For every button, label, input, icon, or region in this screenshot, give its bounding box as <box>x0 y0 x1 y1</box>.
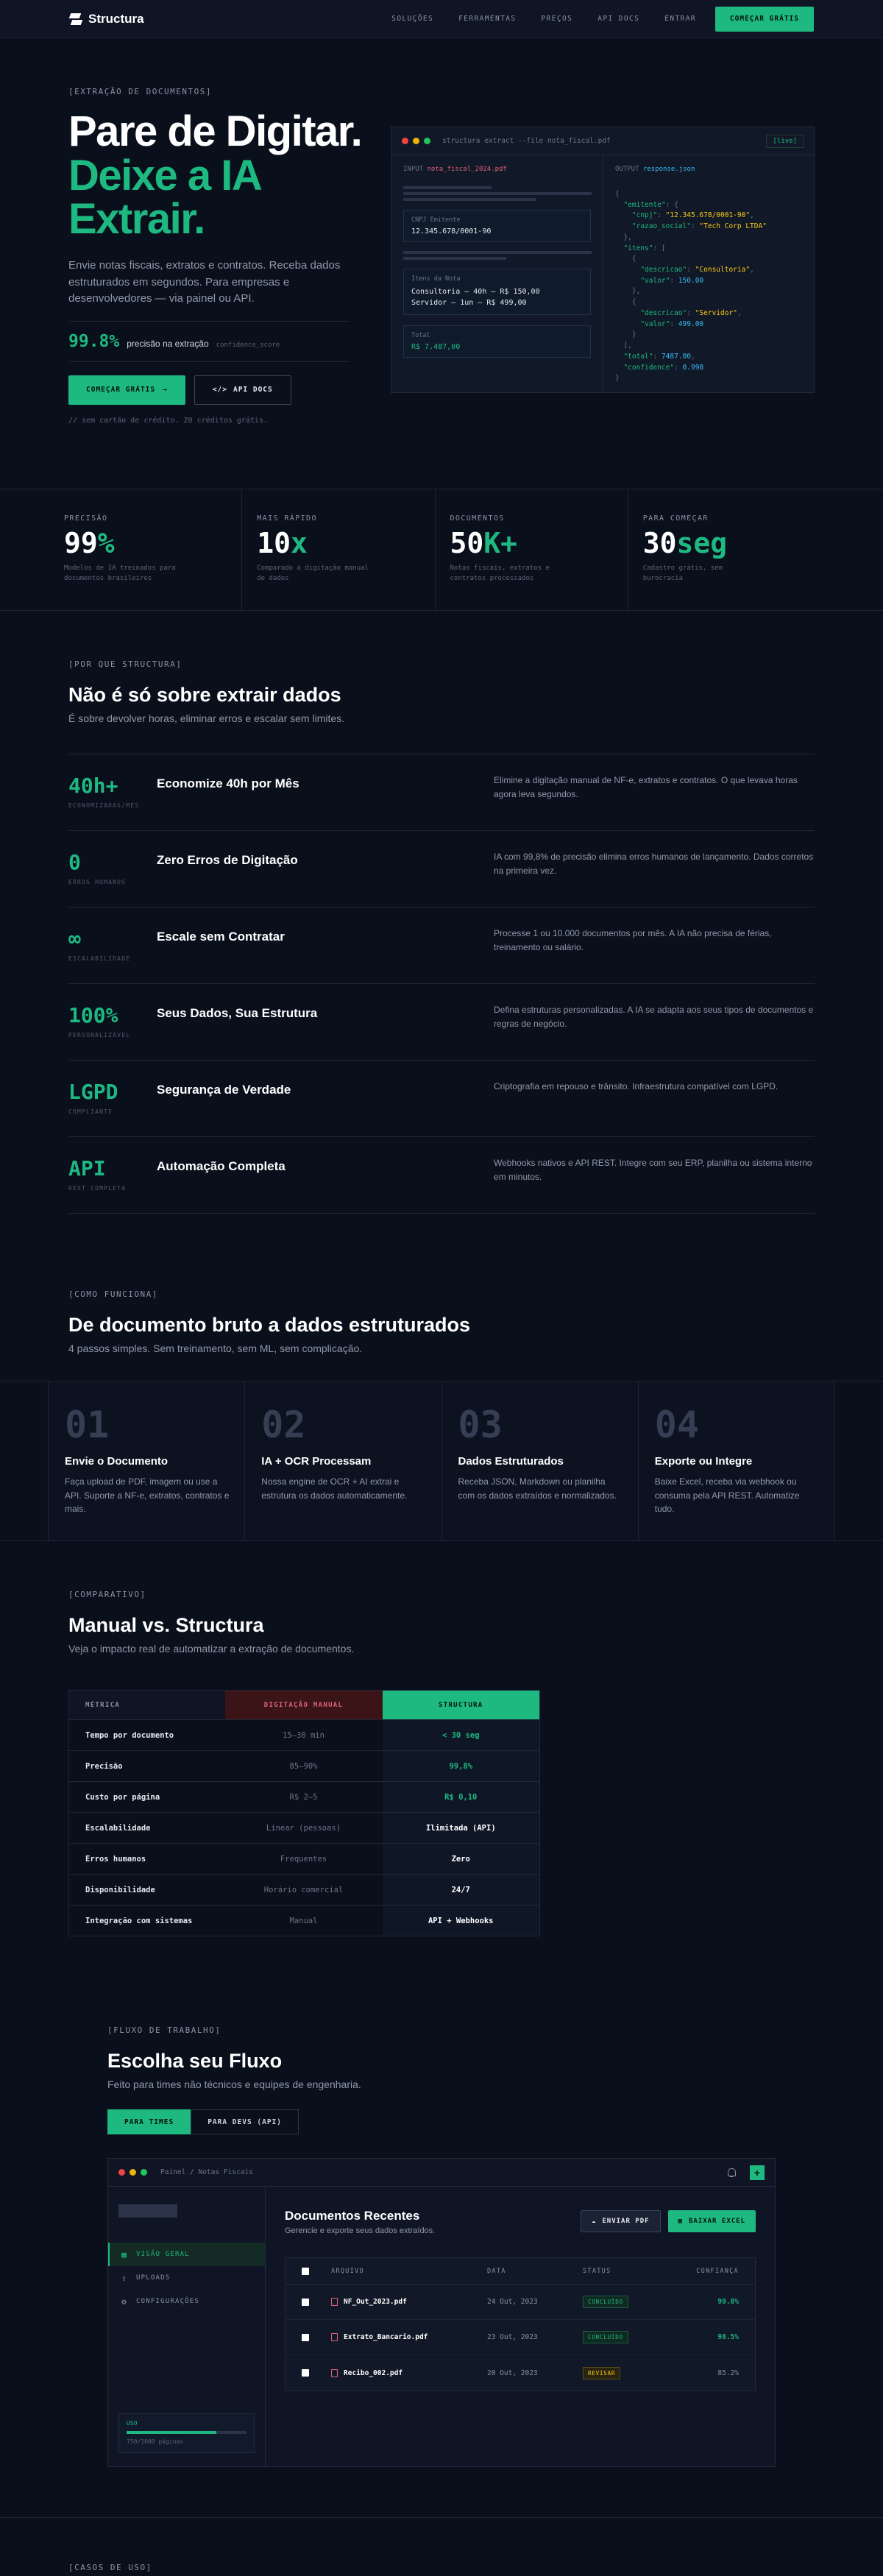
how-subtitle: 4 passos simples. Sem treinamento, sem ML, sem complicação. <box>68 1342 363 1354</box>
field-total: Total R$ 7.487,00 <box>403 325 591 358</box>
compare-section <box>68 1590 815 1936</box>
benefit-stat: 100% PERSONALIZÁVEL <box>68 1003 157 1060</box>
json-line: "cnpj": "12.345.678/0001-90", <box>631 211 754 220</box>
stat-speed: MAIS RÁPIDO 10x Comparado à digitação manual de dados <box>241 489 434 610</box>
live-badge: [live] <box>766 135 804 148</box>
json-output <box>615 189 802 384</box>
benefit-desc: Processe 1 ou 10.000 documentos por mês. A IA não precisa de férias, treinamento ou salário. <box>494 928 772 953</box>
header-metric: MÉTRICA <box>69 1691 225 1720</box>
benefit-stat: 40h+ ECONOMIZADAS/MÊS <box>68 774 157 830</box>
hero-note: // sem cartão de crédito. 20 créditos grátis. <box>68 416 268 425</box>
table-icon: ▦ <box>678 2218 683 2225</box>
json-line: "emitente": { <box>623 200 678 209</box>
compare-manual: Linear (pessoas) <box>225 1813 383 1844</box>
stat-start: PARA COMEÇAR 30seg Cadastro grátis, sem burocracia <box>628 489 820 610</box>
json-line: { <box>615 255 636 263</box>
benefit-caption: PERSONALIZÁVEL <box>68 1032 131 1038</box>
usage-widget <box>118 2413 255 2453</box>
hero-title-white: Pare de Digitar. <box>68 107 362 155</box>
json-line: { <box>615 190 620 198</box>
row-checkbox[interactable] <box>302 2299 309 2306</box>
confidence-value: 85.2% <box>717 2368 739 2377</box>
pdf-file-icon <box>331 2333 338 2341</box>
header-structura: STRUCTURA <box>383 1691 540 1720</box>
documents-table <box>285 2257 756 2391</box>
add-button[interactable]: + <box>750 2165 765 2180</box>
api-docs-button[interactable] <box>194 375 291 405</box>
benefit-desc: Elimine a digitação manual de NF-e, extratos e contratos. O que levava horas agora leva segundos. <box>494 775 798 800</box>
status-badge: CONCLUÍDO <box>583 2296 628 2308</box>
compare-manual: Manual <box>225 1906 383 1936</box>
api-docs-label: API DOCS <box>233 386 273 394</box>
how-section <box>68 1289 815 1354</box>
compare-row <box>69 1875 540 1906</box>
benefit-title: Escale sem Contratar <box>157 930 285 944</box>
input-pane <box>391 155 603 392</box>
file-name: NF_Out_2023.pdf <box>344 2298 407 2306</box>
step-number: 04 <box>654 1404 699 1446</box>
hero-kicker: [EXTRAÇÃO DE DOCUMENTOS] <box>68 87 212 96</box>
benefit-desc: IA com 99,8% de precisão elimina erros humanos de lançamento. Dados corretos na primeira vez. <box>494 852 814 877</box>
how-title: De documento bruto a dados estruturados <box>68 1314 471 1336</box>
why-section <box>68 659 815 1214</box>
window-maximize-dot <box>424 138 430 144</box>
header-manual: DIGITAÇÃO MANUAL <box>225 1691 383 1720</box>
compare-row <box>69 1813 540 1844</box>
field-cnpj: CNPJ Emitente 12.345.678/0001-90 <box>403 210 591 242</box>
documents-header <box>286 2258 755 2285</box>
compare-row <box>69 1720 540 1751</box>
nav-link-precos[interactable]: PREÇOS <box>541 15 573 23</box>
row-checkbox[interactable] <box>302 2369 309 2377</box>
benefit-row <box>68 1061 815 1137</box>
metric-code: confidence_score <box>216 341 280 349</box>
main-title: Documentos Recentes <box>285 2209 420 2223</box>
select-all-checkbox[interactable] <box>302 2268 309 2275</box>
tab-devs[interactable]: PARA DEVS (API) <box>191 2109 299 2134</box>
code-icon: </> <box>212 386 227 394</box>
status-badge: REVISAR <box>583 2367 620 2379</box>
col-file: ARQUIVO <box>331 2267 364 2275</box>
hero-metric <box>68 321 350 362</box>
logo-icon <box>69 13 82 26</box>
flow-kicker: [FLUXO DE TRABALHO] <box>107 2025 221 2035</box>
how-kicker: [COMO FUNCIONA] <box>68 1289 158 1299</box>
terminal-command: structura extract --file nota_fiscal.pdf <box>442 137 611 145</box>
benefit-title: Economize 40h por Mês <box>157 776 299 790</box>
compare-header-row <box>69 1691 540 1720</box>
hero-lead: Envie notas fiscais, extratos e contratos. Receba dados estruturados em segundos. Para empresas e desenvolvedores — via painel ou API. <box>68 259 341 305</box>
confidence-value: 99.8% <box>717 2298 739 2306</box>
benefit-caption: ERROS HUMANOS <box>68 879 127 885</box>
json-line: "razao_social": "Tech Corp LTDA" <box>631 222 767 231</box>
json-line: "descricao": "Consultoria", <box>640 266 754 275</box>
upload-pdf-button[interactable]: ☁ ENVIAR PDF <box>581 2210 661 2232</box>
benefit-desc: Defina estruturas personalizadas. A IA se adapta aos seus tipos de documentos e regras de negócio. <box>494 1005 814 1030</box>
compare-structura: Ilimitada (API) <box>383 1813 540 1844</box>
benefit-desc: Webhooks nativos e API REST. Integre com seu ERP, planilha ou sistema interno em minutos. <box>494 1158 812 1183</box>
benefit-stat: 0 ERROS HUMANOS <box>68 850 157 907</box>
why-title: Não é só sobre extrair dados <box>68 684 341 706</box>
benefit-caption: ECONOMIZADAS/MÊS <box>68 802 140 809</box>
json-line: ], <box>615 342 632 350</box>
output-label: OUTPUT response.json <box>615 166 695 173</box>
benefit-title: Zero Erros de Digitação <box>157 853 298 867</box>
pdf-file-icon <box>331 2298 338 2306</box>
why-kicker: [POR QUE STRUCTURA] <box>68 659 182 669</box>
step-number: 01 <box>65 1404 110 1446</box>
benefit-list <box>68 754 815 1214</box>
upload-icon: ⇪ <box>121 2273 127 2283</box>
file-date: 23 Out, 2023 <box>487 2333 538 2341</box>
dashboard-preview <box>107 2158 776 2467</box>
json-line: }, <box>615 233 632 241</box>
compare-table <box>68 1690 540 1936</box>
dashboard-main <box>266 2187 775 2466</box>
metric-value: 99.8% <box>68 331 120 351</box>
file-name: Recibo_002.pdf <box>344 2368 403 2377</box>
compare-metric: Custo por página <box>69 1782 225 1813</box>
hero-cta-button[interactable] <box>68 375 185 405</box>
compare-manual: 85–90% <box>225 1751 383 1782</box>
flow-title: Escolha seu Fluxo <box>107 2050 283 2072</box>
compare-structura: < 30 seg <box>383 1720 540 1751</box>
nav-link-ferramentas[interactable]: FERRAMENTAS <box>458 15 517 23</box>
document-row[interactable] <box>286 2285 755 2320</box>
compare-structura: 99,8% <box>383 1751 540 1782</box>
usage-progress-fill <box>127 2431 216 2434</box>
json-line: } <box>615 374 620 383</box>
benefit-row <box>68 754 815 831</box>
step-title: Exporte ou Integre <box>654 1455 753 1468</box>
step-card <box>638 1381 835 1540</box>
compare-metric: Precisão <box>69 1751 225 1782</box>
file-date: 24 Out, 2023 <box>487 2298 538 2306</box>
json-line: "itens": [ <box>623 244 666 252</box>
metric-label: precisão na extração <box>127 338 209 349</box>
compare-structura: Zero <box>383 1844 540 1875</box>
benefit-title: Seus Dados, Sua Estrutura <box>157 1006 318 1020</box>
window-maximize-dot <box>141 2169 147 2176</box>
step-desc: Receba JSON, Markdown ou planilha com os dados extraídos e normalizados. <box>458 1476 617 1501</box>
benefit-title: Segurança de Verdade <box>157 1083 291 1097</box>
benefit-stat: ∞ ESCALABILIDADE <box>68 927 157 983</box>
benefit-caption: ESCALABILIDADE <box>68 955 131 962</box>
workflow-section <box>107 2025 776 2134</box>
json-line: "confidence": 0.998 <box>623 363 704 372</box>
benefit-desc: Criptografia em repouso e trânsito. Infraestrutura compatível com LGPD. <box>494 1081 779 1091</box>
output-file: response.json <box>642 166 695 173</box>
nav-links <box>391 15 696 23</box>
brand-name: Structura <box>88 11 144 26</box>
section-divider <box>0 2517 883 2518</box>
hero-section <box>68 87 385 425</box>
document-row[interactable] <box>286 2355 755 2391</box>
col-date: DATA <box>487 2267 506 2275</box>
step-title: Envie o Documento <box>65 1455 169 1468</box>
compare-manual: Frequentes <box>225 1844 383 1875</box>
benefit-title: Automação Completa <box>157 1159 286 1173</box>
col-status: STATUS <box>583 2267 611 2275</box>
extraction-demo-window <box>391 127 815 393</box>
benefit-caption: COMPLIANTE <box>68 1108 113 1115</box>
step-card <box>48 1381 244 1540</box>
nav-cta-button[interactable]: COMEÇAR GRÁTIS <box>715 7 814 32</box>
file-name: Extrato_Bancario.pdf <box>344 2333 428 2341</box>
main-subtitle: Gerencie e exporte seus dados extraídos. <box>285 2226 436 2235</box>
sidebar-item-uploads[interactable]: ⇪ UPLOADS <box>108 2266 265 2290</box>
nav-link-solucoes[interactable]: SOLUÇÕES <box>391 15 434 23</box>
compare-manual: R$ 2–5 <box>225 1782 383 1813</box>
compare-row <box>69 1906 540 1936</box>
compare-metric: Escalabilidade <box>69 1813 225 1844</box>
compare-metric: Erros humanos <box>69 1844 225 1875</box>
output-pane <box>603 155 814 392</box>
usage-progress <box>127 2431 247 2434</box>
usage-label: USO <box>127 2420 138 2427</box>
main-actions <box>581 2210 756 2232</box>
json-line: "valor": 150.00 <box>640 276 704 285</box>
compare-kicker: [COMPARATIVO] <box>68 1590 146 1599</box>
compare-manual: 15–30 min <box>225 1720 383 1751</box>
cloud-upload-icon: ☁ <box>591 2218 597 2225</box>
window-close-dot <box>402 138 408 144</box>
step-desc: Faça upload de PDF, imagem ou use a API. Suporte a NF-e, extratos, contratos e mais. <box>65 1476 230 1515</box>
cases-kicker: [CASOS DE USO] <box>68 2563 152 2572</box>
compare-row <box>69 1782 540 1813</box>
field-items: Itens da Nota Consultoria — 40h — R$ 150,00 Servidor — 1un — R$ 499,00 <box>403 269 591 315</box>
window-minimize-dot <box>130 2169 136 2176</box>
flow-tabs <box>107 2109 776 2134</box>
input-file: nota_fiscal_2024.pdf <box>427 166 507 173</box>
arrow-right-icon: → <box>163 386 168 394</box>
stat-precision: PRECISÃO 99% Modelos de IA treinados para documentos brasileiros <box>64 514 176 582</box>
grid-icon: ▦ <box>121 2249 127 2260</box>
window-minimize-dot <box>413 138 419 144</box>
step-number: 03 <box>458 1404 503 1446</box>
input-label: INPUT nota_fiscal_2024.pdf <box>403 166 507 173</box>
step-desc: Nossa engine de OCR + AI extrai e estrutura os dados automaticamente. <box>261 1476 408 1501</box>
document-lines-2 <box>403 251 591 260</box>
hero-title <box>68 107 385 244</box>
download-excel-button[interactable]: ▦ BAIXAR EXCEL <box>668 2210 756 2232</box>
benefit-stat: API REST COMPLETA <box>68 1156 157 1213</box>
json-line: { <box>615 298 636 307</box>
json-line: "total": 7487.00, <box>623 352 695 361</box>
breadcrumb: Painel / Notas Fiscais <box>160 2168 253 2176</box>
confidence-value: 98.5% <box>717 2333 739 2341</box>
hero-buttons <box>68 375 385 405</box>
gear-icon: ⚙ <box>121 2296 127 2307</box>
benefit-row <box>68 1137 815 1214</box>
usage-text: 750/1000 páginas <box>127 2438 184 2445</box>
json-line: } <box>615 330 636 339</box>
window-close-dot <box>118 2169 125 2176</box>
step-card <box>442 1381 638 1540</box>
compare-subtitle: Veja o impacto real de automatizar a extração de documentos. <box>68 1643 355 1655</box>
nav-link-entrar[interactable]: ENTRAR <box>664 15 696 23</box>
compare-row <box>69 1844 540 1875</box>
bell-icon[interactable] <box>726 2168 737 2178</box>
brand-logo[interactable] <box>69 12 144 26</box>
status-badge: CONCLUÍDO <box>583 2331 628 2343</box>
sidebar-logo-placeholder <box>118 2204 177 2218</box>
json-line: "descricao": "Servidor", <box>640 308 742 317</box>
dashboard-sidebar <box>108 2187 266 2466</box>
dashboard-bar <box>108 2159 775 2187</box>
benefit-row <box>68 831 815 907</box>
compare-metric: Tempo por documento <box>69 1720 225 1751</box>
compare-structura: R$ 0,10 <box>383 1782 540 1813</box>
compare-title: Manual vs. Structura <box>68 1614 264 1636</box>
benefit-caption: REST COMPLETA <box>68 1185 127 1192</box>
compare-structura: 24/7 <box>383 1875 540 1906</box>
stat-documents: DOCUMENTOS 50K+ Notas fiscais, extratos e contratos processados <box>435 489 628 610</box>
step-number: 02 <box>261 1404 306 1446</box>
row-checkbox[interactable] <box>302 2334 309 2341</box>
benefit-row <box>68 984 815 1061</box>
document-row[interactable] <box>286 2320 755 2355</box>
pdf-file-icon <box>331 2369 338 2377</box>
flow-subtitle: Feito para times não técnicos e equipes de engenharia. <box>107 2078 361 2090</box>
steps-strip <box>0 1381 883 1541</box>
sidebar-item-settings[interactable]: ⚙ CONFIGURAÇÕES <box>108 2290 265 2313</box>
step-card <box>244 1381 441 1540</box>
json-line: }, <box>615 287 641 296</box>
step-title: Dados Estruturados <box>458 1455 564 1468</box>
hero-title-green: Deixe a IA Extrair. <box>68 151 260 244</box>
compare-row <box>69 1751 540 1782</box>
col-confidence: CONFIANÇA <box>696 2267 739 2275</box>
step-title: IA + OCR Processam <box>261 1455 372 1468</box>
window-bar <box>391 127 814 155</box>
sidebar-item-overview[interactable]: ▦ VISÃO GERAL <box>108 2243 265 2266</box>
compare-metric: Disponibilidade <box>69 1875 225 1906</box>
compare-metric: Integração com sistemas <box>69 1906 225 1936</box>
stats-strip <box>0 489 883 611</box>
json-line: "valor": 499.00 <box>640 319 704 328</box>
top-nav <box>0 0 883 38</box>
benefit-row <box>68 907 815 984</box>
document-lines <box>403 186 591 201</box>
hero-cta-label: COMEÇAR GRÁTIS <box>86 386 156 394</box>
file-date: 20 Out, 2023 <box>487 2368 538 2377</box>
why-subtitle: É sobre devolver horas, eliminar erros e escalar sem limites. <box>68 712 345 724</box>
compare-manual: Horário comercial <box>225 1875 383 1906</box>
tab-teams[interactable]: PARA TIMES <box>107 2109 191 2134</box>
benefit-stat: LGPD COMPLIANTE <box>68 1080 157 1136</box>
nav-link-api-docs[interactable]: API DOCS <box>597 15 640 23</box>
step-desc: Baixe Excel, receba via webhook ou consuma pela API REST. Automatize tudo. <box>654 1476 800 1515</box>
compare-structura: API + Webhooks <box>383 1906 540 1936</box>
